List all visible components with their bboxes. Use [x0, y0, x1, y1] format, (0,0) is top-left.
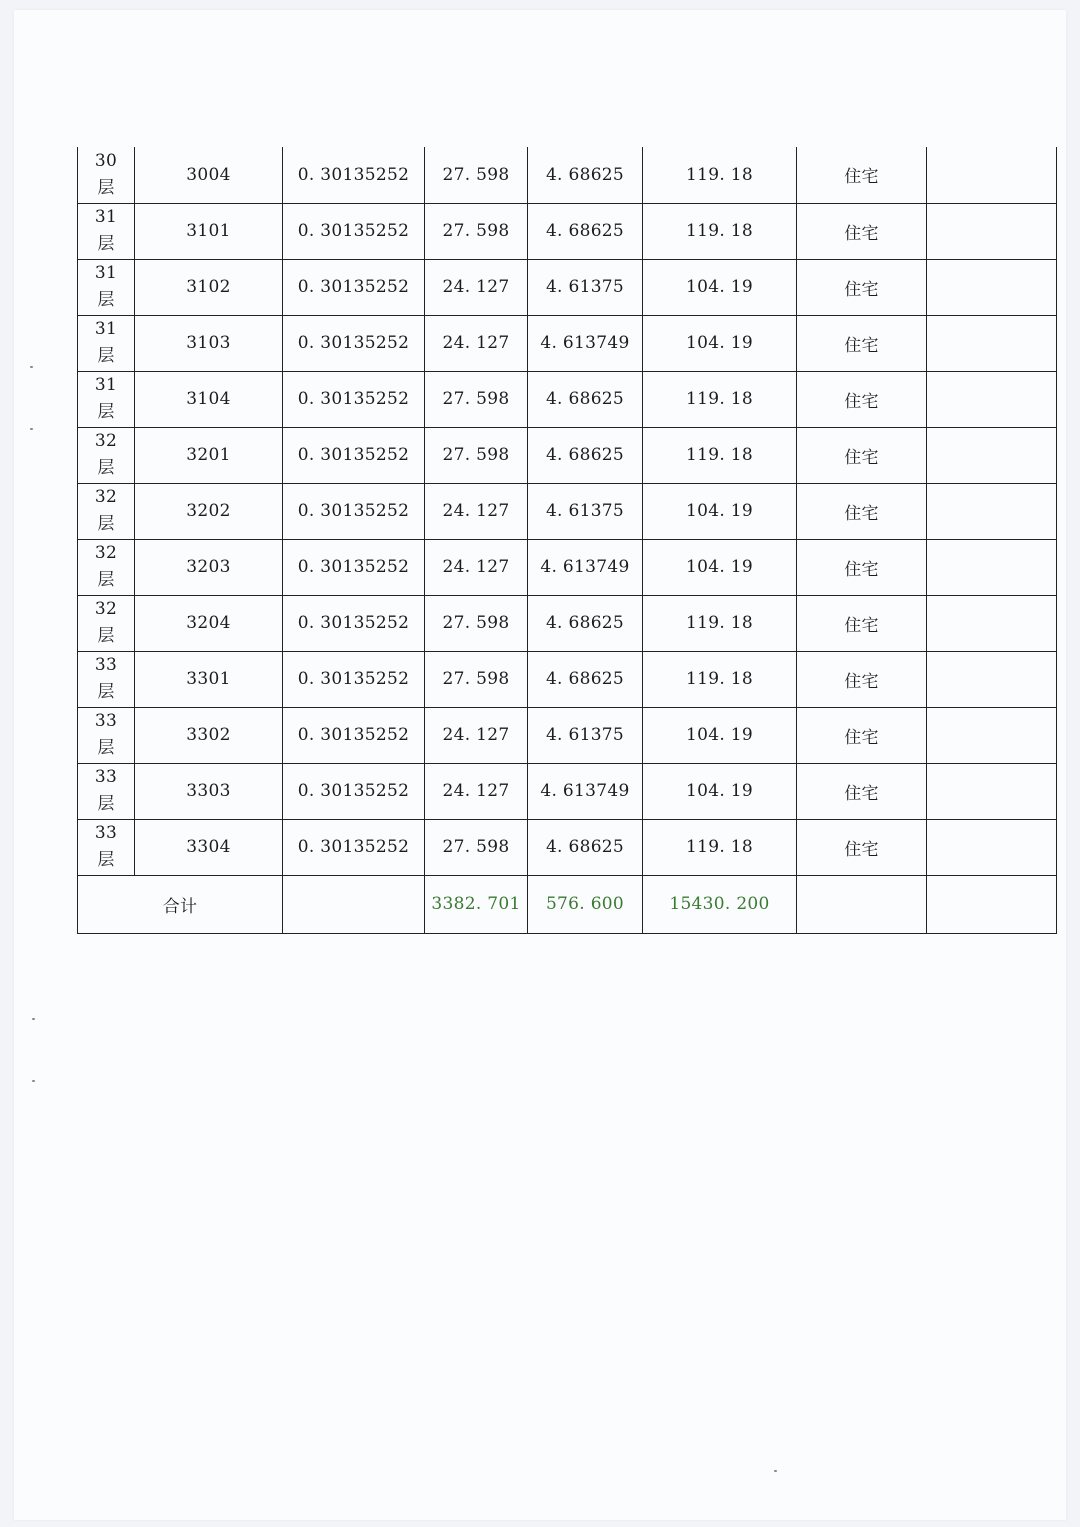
floor-suffix: 层 [97, 234, 115, 254]
ratio-cell: 0. 30135252 [283, 259, 425, 315]
area-a-cell: 27. 598 [425, 595, 528, 651]
table-row [78, 819, 1057, 875]
table-row [78, 371, 1057, 427]
table-body [78, 147, 1057, 933]
floor-number: 31 [94, 263, 118, 283]
floor-suffix: 层 [97, 794, 115, 814]
area-total-cell: 119. 18 [643, 651, 797, 707]
table-row [78, 483, 1057, 539]
area-b-cell: 4. 68625 [528, 427, 643, 483]
floor-number: 32 [94, 431, 118, 451]
note-cell [927, 763, 1057, 819]
use-cell: 住宅 [797, 539, 927, 595]
area-a-cell: 27. 598 [425, 819, 528, 875]
floor-number: 32 [94, 487, 118, 507]
area-total-cell: 104. 19 [643, 707, 797, 763]
unit-number-cell: 3301 [135, 651, 283, 707]
use-cell: 住宅 [797, 707, 927, 763]
note-cell [927, 819, 1057, 875]
area-a-cell: 24. 127 [425, 707, 528, 763]
use-cell: 住宅 [797, 595, 927, 651]
floor-cell [78, 651, 135, 707]
area-a-cell: 24. 127 [425, 259, 528, 315]
scan-speck [30, 366, 33, 368]
floor-number: 33 [94, 823, 118, 843]
unit-number-cell: 3103 [135, 315, 283, 371]
unit-number-cell: 3204 [135, 595, 283, 651]
area-b-cell: 4. 68625 [528, 147, 643, 203]
ratio-cell: 0. 30135252 [283, 819, 425, 875]
note-cell [927, 259, 1057, 315]
note-cell [927, 427, 1057, 483]
area-total-cell: 119. 18 [643, 371, 797, 427]
floor-suffix: 层 [97, 458, 115, 478]
ratio-cell: 0. 30135252 [283, 427, 425, 483]
floor-cell [78, 315, 135, 371]
scanned-page [14, 10, 1066, 1520]
floor-suffix: 层 [97, 290, 115, 310]
area-a-cell: 24. 127 [425, 539, 528, 595]
area-b-cell: 4. 68625 [528, 203, 643, 259]
total-area-total-cell: 15430. 200 [643, 875, 797, 933]
area-total-cell: 119. 18 [643, 819, 797, 875]
table-row [78, 651, 1057, 707]
use-cell: 住宅 [797, 819, 927, 875]
unit-number-cell: 3202 [135, 483, 283, 539]
scan-speck [32, 1018, 35, 1020]
table-row [78, 595, 1057, 651]
area-total-cell: 119. 18 [643, 427, 797, 483]
ratio-cell: 0. 30135252 [283, 371, 425, 427]
unit-number-cell: 3004 [135, 147, 283, 203]
total-use-cell [797, 875, 927, 933]
floor-suffix: 层 [97, 570, 115, 590]
area-a-cell: 24. 127 [425, 483, 528, 539]
table-row [78, 147, 1057, 203]
ratio-cell: 0. 30135252 [283, 651, 425, 707]
floor-cell [78, 203, 135, 259]
ratio-cell: 0. 30135252 [283, 147, 425, 203]
unit-area-table [77, 147, 1057, 934]
ratio-cell: 0. 30135252 [283, 539, 425, 595]
ratio-cell: 0. 30135252 [283, 483, 425, 539]
total-label-cell: 合计 [78, 875, 283, 933]
area-a-cell: 24. 127 [425, 315, 528, 371]
total-area-a-cell: 3382. 701 [425, 875, 528, 933]
total-note-cell [927, 875, 1057, 933]
area-total-cell: 104. 19 [643, 539, 797, 595]
ratio-cell: 0. 30135252 [283, 315, 425, 371]
table-row [78, 707, 1057, 763]
unit-number-cell: 3302 [135, 707, 283, 763]
area-b-cell: 4. 61375 [528, 483, 643, 539]
area-a-cell: 27. 598 [425, 651, 528, 707]
floor-suffix: 层 [97, 850, 115, 870]
area-total-cell: 104. 19 [643, 763, 797, 819]
area-b-cell: 4. 613749 [528, 763, 643, 819]
floor-cell [78, 427, 135, 483]
area-a-cell: 27. 598 [425, 371, 528, 427]
floor-cell [78, 371, 135, 427]
note-cell [927, 203, 1057, 259]
table-row [78, 315, 1057, 371]
scan-speck [30, 428, 33, 430]
area-b-cell: 4. 68625 [528, 819, 643, 875]
table-row [78, 763, 1057, 819]
table-row [78, 427, 1057, 483]
use-cell: 住宅 [797, 147, 927, 203]
area-b-cell: 4. 613749 [528, 315, 643, 371]
floor-number: 32 [94, 599, 118, 619]
table-row [78, 259, 1057, 315]
note-cell [927, 483, 1057, 539]
area-a-cell: 24. 127 [425, 763, 528, 819]
note-cell [927, 539, 1057, 595]
floor-number: 33 [94, 655, 118, 675]
unit-number-cell: 3104 [135, 371, 283, 427]
unit-number-cell: 3101 [135, 203, 283, 259]
floor-cell [78, 707, 135, 763]
table-row [78, 203, 1057, 259]
area-b-cell: 4. 61375 [528, 707, 643, 763]
floor-suffix: 层 [97, 402, 115, 422]
area-b-cell: 4. 68625 [528, 371, 643, 427]
floor-number: 30 [94, 150, 118, 171]
scan-speck [32, 1080, 35, 1082]
note-cell [927, 707, 1057, 763]
floor-suffix: 层 [97, 682, 115, 702]
area-b-cell: 4. 68625 [528, 651, 643, 707]
floor-number: 31 [94, 375, 118, 395]
total-ratio-cell [283, 875, 425, 933]
area-total-cell: 119. 18 [643, 147, 797, 203]
use-cell: 住宅 [797, 483, 927, 539]
total-row [78, 875, 1057, 933]
use-cell: 住宅 [797, 371, 927, 427]
floor-suffix: 层 [97, 514, 115, 534]
note-cell [927, 315, 1057, 371]
floor-cell [78, 259, 135, 315]
floor-cell [78, 819, 135, 875]
area-a-cell: 27. 598 [425, 203, 528, 259]
area-total-cell: 104. 19 [643, 483, 797, 539]
area-total-cell: 104. 19 [643, 315, 797, 371]
floor-suffix: 层 [97, 738, 115, 758]
floor-number: 32 [94, 543, 118, 563]
floor-cell [78, 147, 135, 203]
unit-number-cell: 3201 [135, 427, 283, 483]
area-b-cell: 4. 61375 [528, 259, 643, 315]
floor-cell [78, 539, 135, 595]
use-cell: 住宅 [797, 259, 927, 315]
use-cell: 住宅 [797, 427, 927, 483]
floor-suffix: 层 [97, 346, 115, 366]
use-cell: 住宅 [797, 203, 927, 259]
floor-number: 33 [94, 767, 118, 787]
floor-number: 31 [94, 319, 118, 339]
unit-number-cell: 3203 [135, 539, 283, 595]
area-a-cell: 27. 598 [425, 427, 528, 483]
area-b-cell: 4. 613749 [528, 539, 643, 595]
area-total-cell: 104. 19 [643, 259, 797, 315]
note-cell [927, 595, 1057, 651]
unit-number-cell: 3303 [135, 763, 283, 819]
note-cell [927, 147, 1057, 203]
area-a-cell: 27. 598 [425, 147, 528, 203]
floor-number: 31 [94, 207, 118, 227]
scan-speck [774, 1470, 777, 1472]
area-total-cell: 119. 18 [643, 595, 797, 651]
table-row [78, 539, 1057, 595]
floor-cell [78, 763, 135, 819]
ratio-cell: 0. 30135252 [283, 595, 425, 651]
use-cell: 住宅 [797, 651, 927, 707]
area-total-cell: 119. 18 [643, 203, 797, 259]
use-cell: 住宅 [797, 315, 927, 371]
total-area-b-cell: 576. 600 [528, 875, 643, 933]
floor-cell [78, 595, 135, 651]
floor-suffix: 层 [97, 626, 115, 646]
floor-suffix: 层 [97, 177, 115, 198]
unit-number-cell: 3304 [135, 819, 283, 875]
ratio-cell: 0. 30135252 [283, 763, 425, 819]
floor-number: 33 [94, 711, 118, 731]
note-cell [927, 371, 1057, 427]
use-cell: 住宅 [797, 763, 927, 819]
floor-cell [78, 483, 135, 539]
ratio-cell: 0. 30135252 [283, 707, 425, 763]
note-cell [927, 651, 1057, 707]
area-b-cell: 4. 68625 [528, 595, 643, 651]
unit-number-cell: 3102 [135, 259, 283, 315]
ratio-cell: 0. 30135252 [283, 203, 425, 259]
